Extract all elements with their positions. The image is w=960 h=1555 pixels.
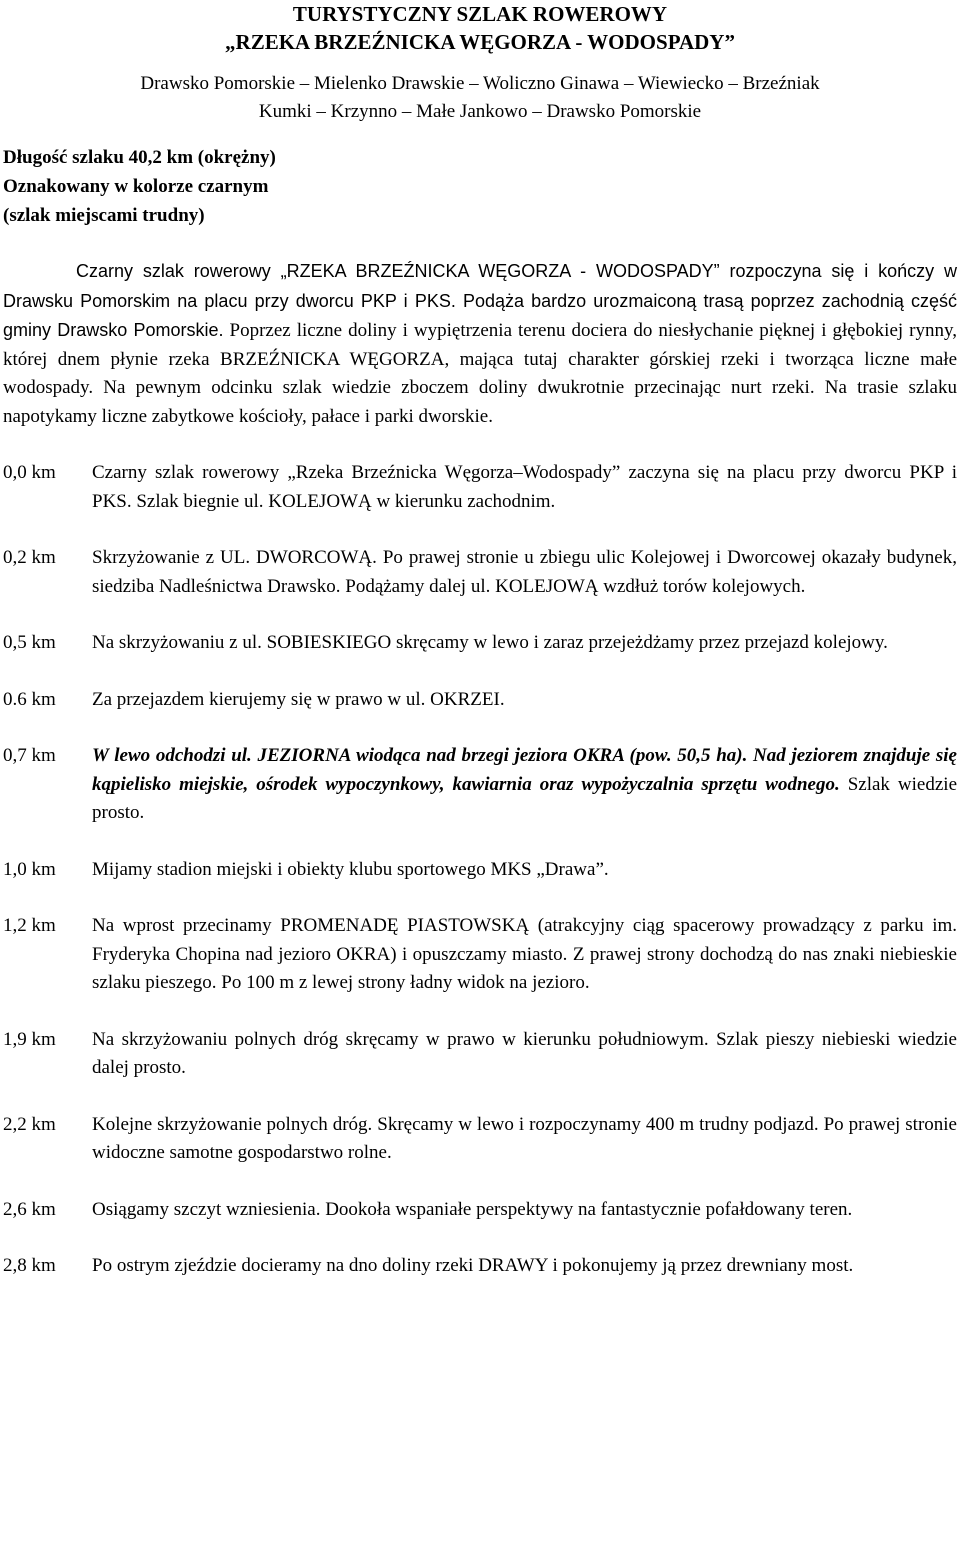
route-line-2: Kumki – Krzynno – Małe Jankowo – Drawsko Pomorskie [258, 101, 702, 122]
route-entry [3, 459, 957, 516]
entry-text: Za przejazdem kierujemy się w prawo w ul. OKRZEI. [92, 688, 505, 710]
entry-text: Na skrzyżowaniu z ul. SOBIESKIEGO skręcamy w lewo i zaraz przejeżdżamy przez przejazd kolejowy. [92, 632, 888, 653]
trail-length: Długość szlaku 40,2 km (okrężny) [3, 147, 276, 168]
entry-description [92, 1026, 957, 1083]
intro-paragraph [3, 257, 957, 431]
route-entry [3, 1026, 957, 1083]
entry-text: Osiągamy szczyt wzniesienia. Dookoła wspaniałe perspektywy na fantastycznie pofałdowany teren. [92, 1198, 853, 1220]
entry-distance: 0,5 km [3, 632, 56, 653]
entry-text: Na wprost przecinamy PROMENADĘ PIASTOWSKĄ (atrakcyjny ciąg spacerowy prowadzący z parku im. Fryderyka Chopina nad jezioro OKRA) i opuszczamy miasto. Z prawej strony dochodzą do nas znaki niebieskie szlaku pieszego. Po 100 m z lewej strony ładny widok na jezioro. [92, 915, 957, 993]
entry-text: Po ostrym zjeździe docieramy na dno doliny rzeki DRAWY i pokonujemy ją przez drewniany most. [92, 1255, 854, 1276]
entry-description [92, 459, 957, 516]
entry-description [92, 686, 957, 715]
entry-distance: 1,0 km [3, 858, 56, 880]
entry-distance: 2,8 km [3, 1255, 56, 1276]
entry-description [92, 1111, 957, 1168]
entry-description [92, 912, 957, 998]
entry-distance: 0,2 km [3, 547, 56, 568]
document-title: TURYSTYCZNY SZLAK ROWEROWY [292, 2, 668, 26]
entry-description [92, 1252, 957, 1281]
entry-distance: 0,7 km [3, 745, 56, 766]
intro-part-2: Poprzez liczne doliny i wypiętrzenia terenu dociera do niesłychanie pięknej i głębokiej rynny, której dnem płynie rzeka BRZEŹNICKA WĘGORZA, mająca tutaj charakter górskiej rzeki i tworząca liczne małe wodospady. [3, 320, 958, 398]
entry-description [92, 856, 957, 885]
document-subtitle: „RZEKA BRZEŹNICKA WĘGORZA - WODOSPADY” [225, 30, 735, 54]
entry-highlight: W lewo odchodzi ul. JEZIORNA wiodąca nad brzegi jeziora OKRA (pow. 50,5 ha). Nad jeziorem znajduje się kąpielisko miejskie, ośrodek wypoczynkowy, kawiarnia oraz wypożyczalnia sprzętu wodnego. [92, 745, 957, 795]
route-entry [3, 1196, 957, 1225]
entry-text: Mijamy stadion miejski i obiekty klubu sportowego MKS „Drawa”. [92, 858, 609, 880]
entry-description [92, 629, 957, 658]
intro-part-3: Na pewnym odcinku szlak wiedzie zboczem doliny dwukrotnie przecinając nurt rzeki. Na trasie szlaku napotykamy liczne zabytkowe kościoły, pałace i parki dworskie. [3, 377, 957, 427]
route-line-1: Drawsko Pomorskie – Mielenko Drawskie – Woliczno Ginawa – Wiewiecko – Brzeźniak [140, 73, 820, 94]
intro-part-1: Czarny szlak rowerowy „RZEKA BRZEŹNICKA WĘGORZA - WODOSPADY” rozpoczyna się i kończy w Drawsku Pomorskim na placu przy dworcu PKP i PKS. Podąża bardzo urozmaiconą trasą poprzez zachodnią część gminy Drawsko Pomorskie. [3, 261, 957, 340]
entry-distance: 0,0 km [3, 462, 56, 483]
entry-description [92, 742, 957, 828]
entry-description [92, 1196, 957, 1225]
route-entry [3, 1111, 957, 1168]
route-entry [3, 742, 957, 828]
entry-text: Czarny szlak rowerowy „Rzeka Brzeźnicka Węgorza–Wodospady” zaczyna się na placu przy dworcu PKP i PKS. Szlak biegnie ul. KOLEJOWĄ w kierunku zachodnim. [92, 462, 957, 512]
entry-distance: 1,9 km [3, 1028, 56, 1050]
entry-text: Skrzyżowanie z UL. DWORCOWĄ. Po prawej stronie u zbiegu ulic Kolejowej i Dworcowej okazały budynek, siedziba Nadleśnictwa Drawsko. Podążamy dalej ul. KOLEJOWĄ wzdłuż torów kolejowych. [92, 547, 957, 597]
route-entry [3, 686, 957, 715]
entry-distance: 2,2 km [3, 1113, 56, 1135]
entry-distance: 0.6 km [3, 688, 56, 710]
trail-marking: Oznakowany w kolorze czarnym [3, 176, 269, 197]
entry-description [92, 544, 957, 601]
route-entries [3, 459, 957, 1281]
route-entry [3, 1252, 957, 1281]
trail-info [3, 143, 957, 230]
trail-difficulty: (szlak miejscami trudny) [3, 205, 205, 226]
route-entry [3, 856, 957, 885]
entry-text: Na skrzyżowaniu polnych dróg skręcamy w prawo w kierunku południowym. Szlak pieszy niebieski wiedzie dalej prosto. [92, 1028, 957, 1078]
entry-text: Kolejne skrzyżowanie polnych dróg. Skręcamy w lewo i rozpoczynamy 400 m trudny podjazd. Po prawej stronie widoczne samotne gospodarstwo rolne. [92, 1113, 957, 1163]
route-entry [3, 544, 957, 601]
entry-distance: 1,2 km [3, 915, 56, 936]
entry-text: Szlak wiedzie prosto. [92, 773, 957, 823]
route-entry [3, 912, 957, 998]
route-entry [3, 629, 957, 658]
entry-distance: 2,6 km [3, 1198, 56, 1220]
